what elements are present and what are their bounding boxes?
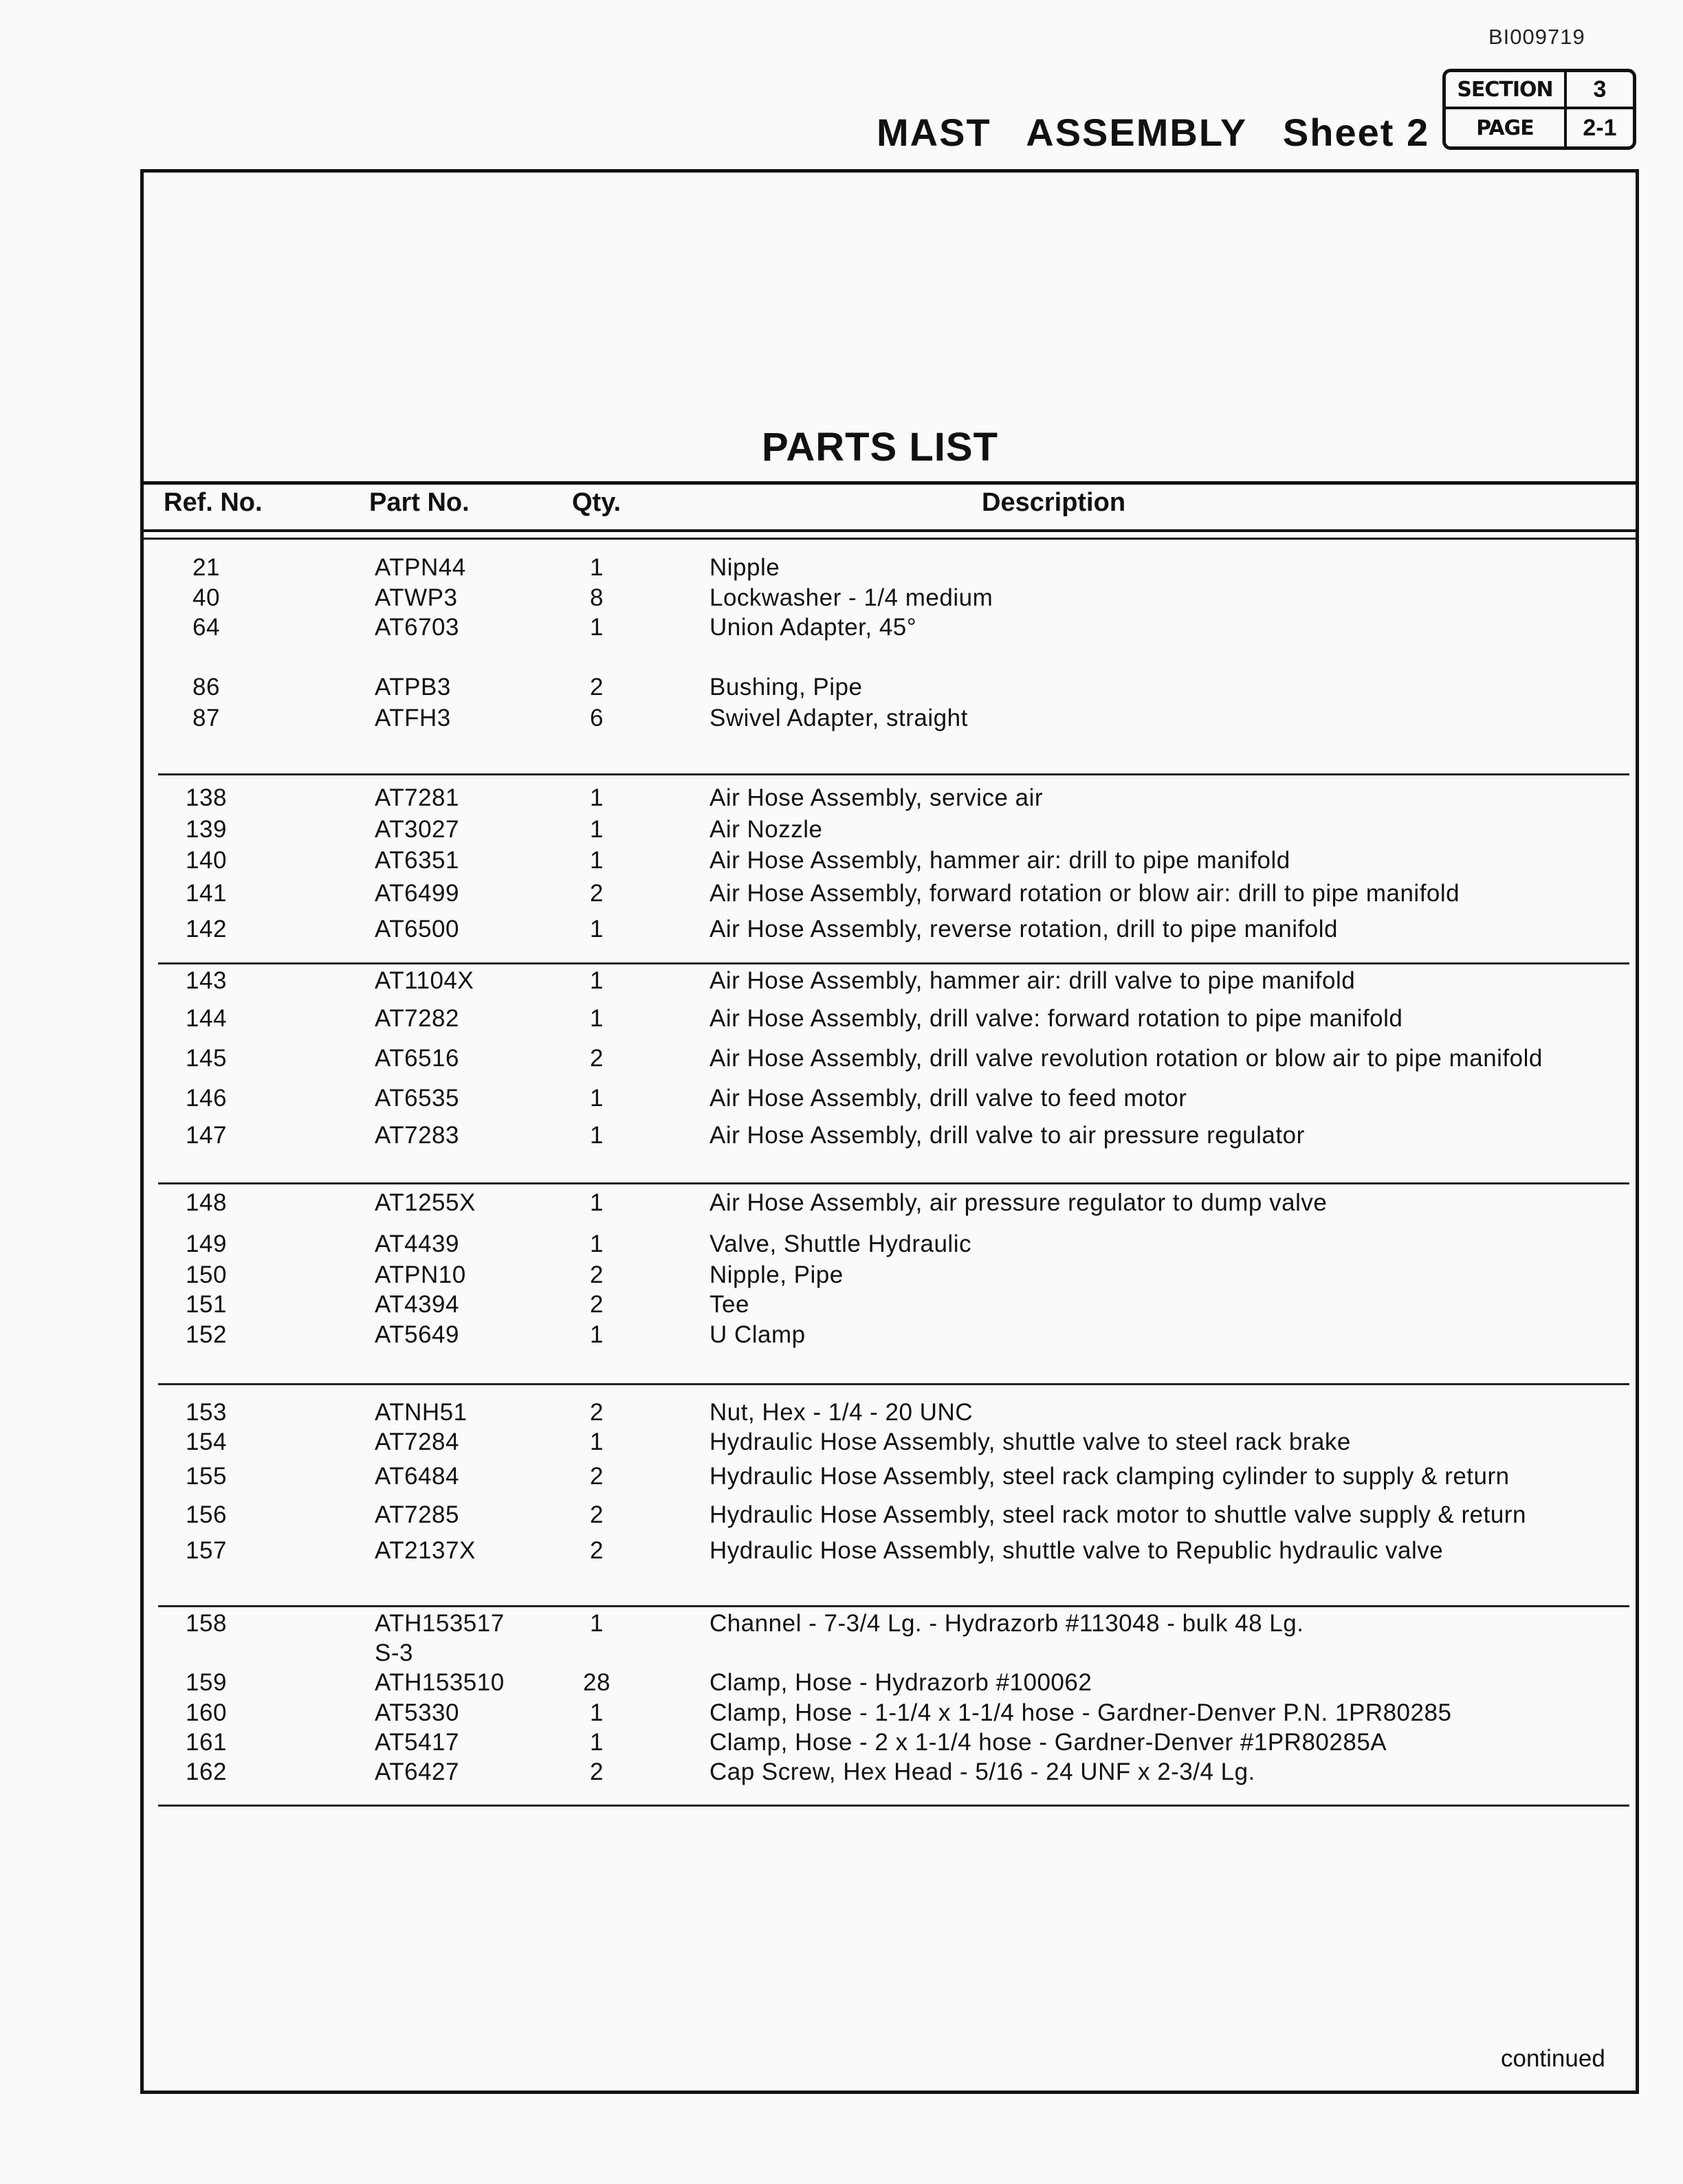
cell-qty: 2 — [590, 1291, 604, 1318]
cell-description: Cap Screw, Hex Head - 5/16 - 24 UNF x 2-3/4 Lg. — [710, 1758, 1255, 1785]
cell-description: Hydraulic Hose Assembly, shuttle valve to steel rack brake — [710, 1429, 1351, 1455]
cell-qty: 2 — [590, 1758, 604, 1785]
cell-description: Clamp, Hose - Hydrazorb #100062 — [710, 1669, 1092, 1696]
cell-description: Clamp, Hose - 1-1/4 x 1-1/4 hose - Gardner-Denver P.N. 1PR80285 — [710, 1699, 1452, 1726]
cell-ref-no: 139 — [186, 816, 227, 843]
cell-qty: 1 — [590, 1189, 604, 1216]
cell-part-no: ATPN10 — [375, 1261, 466, 1288]
cell-part-no: AT5649 — [375, 1321, 459, 1348]
cell-description: Nipple, Pipe — [710, 1261, 844, 1288]
cell-ref-no: 153 — [186, 1399, 227, 1426]
cell-qty: 2 — [590, 674, 604, 701]
cell-qty: 1 — [590, 1429, 604, 1455]
header-top-rule — [140, 481, 1639, 485]
cell-part-no: AT4439 — [375, 1231, 459, 1257]
cell-ref-no: 154 — [186, 1429, 227, 1455]
page-value: 2-1 — [1583, 114, 1617, 141]
cell-part-no: S-3 — [375, 1640, 413, 1666]
cell-part-no: ATH153517 — [375, 1610, 505, 1637]
cell-part-no: ATWP3 — [375, 584, 458, 611]
cell-ref-no: 156 — [186, 1501, 227, 1528]
group-divider — [158, 1805, 1629, 1807]
cell-part-no: ATNH51 — [375, 1399, 468, 1426]
cell-ref-no: 146 — [186, 1085, 227, 1112]
cell-ref-no: 151 — [186, 1291, 227, 1318]
cell-qty: 2 — [590, 1045, 604, 1072]
cell-part-no: AT5330 — [375, 1699, 459, 1726]
cell-ref-no: 87 — [192, 705, 220, 731]
group-divider — [158, 773, 1629, 775]
cell-part-no: AT6427 — [375, 1758, 459, 1785]
cell-part-no: AT7281 — [375, 784, 459, 811]
cell-description: Channel - 7-3/4 Lg. - Hydrazorb #113048 - bulk 48 Lg. — [710, 1610, 1304, 1637]
cell-ref-no: 160 — [186, 1699, 227, 1726]
group-divider — [158, 1182, 1629, 1184]
cell-description: Lockwasher - 1/4 medium — [710, 584, 993, 611]
cell-description: Air Hose Assembly, drill valve revolution rotation or blow air to pipe manifold — [710, 1045, 1543, 1072]
cell-description: Air Nozzle — [710, 816, 823, 843]
cell-description: Hydraulic Hose Assembly, shuttle valve to Republic hydraulic valve — [710, 1537, 1444, 1564]
cell-description: U Clamp — [710, 1321, 806, 1348]
cell-qty: 1 — [590, 1321, 604, 1348]
cell-description: Air Hose Assembly, hammer air: drill to pipe manifold — [710, 847, 1290, 874]
cell-part-no: AT3027 — [375, 816, 459, 843]
cell-description: Air Hose Assembly, reverse rotation, drill to pipe manifold — [710, 916, 1338, 942]
cell-description: Hydraulic Hose Assembly, steel rack clamping cylinder to supply & return — [710, 1463, 1510, 1490]
page-title: MAST ASSEMBLY Sheet 2 — [877, 111, 1430, 154]
cell-ref-no: 147 — [186, 1122, 227, 1149]
cell-ref-no: 157 — [186, 1537, 227, 1564]
cell-qty: 1 — [590, 847, 604, 874]
cell-ref-no: 142 — [186, 916, 227, 942]
cell-description: Air Hose Assembly, drill valve to air pressure regulator — [710, 1122, 1305, 1149]
document-id: BI009719 — [1488, 25, 1585, 49]
cell-part-no: AT6351 — [375, 847, 459, 874]
cell-description: Air Hose Assembly, drill valve to feed motor — [710, 1085, 1187, 1112]
cell-qty: 1 — [590, 1610, 604, 1637]
cell-ref-no: 145 — [186, 1045, 227, 1072]
cell-description: Air Hose Assembly, service air — [710, 784, 1044, 811]
cell-ref-no: 148 — [186, 1189, 227, 1216]
cell-qty: 1 — [590, 916, 604, 942]
cell-part-no: ATPB3 — [375, 674, 451, 701]
cell-qty: 1 — [590, 614, 604, 641]
cell-description: Swivel Adapter, straight — [710, 705, 968, 731]
cell-qty: 1 — [590, 1729, 604, 1756]
cell-ref-no: 162 — [186, 1758, 227, 1785]
cell-ref-no: 150 — [186, 1261, 227, 1288]
cell-description: Air Hose Assembly, drill valve: forward rotation to pipe manifold — [710, 1005, 1403, 1032]
cell-part-no: AT7284 — [375, 1429, 459, 1455]
cell-ref-no: 149 — [186, 1231, 227, 1257]
cell-part-no: AT2137X — [375, 1537, 476, 1564]
cell-ref-no: 141 — [186, 880, 227, 907]
cell-description: Clamp, Hose - 2 x 1-1/4 hose - Gardner-Denver #1PR80285A — [710, 1729, 1387, 1756]
section-label: SECTION — [1446, 72, 1567, 109]
section-value: 3 — [1567, 72, 1633, 109]
cell-description: Valve, Shuttle Hydraulic — [710, 1231, 971, 1257]
cell-ref-no: 140 — [186, 847, 227, 874]
cell-qty: 1 — [590, 1005, 604, 1032]
cell-ref-no: 86 — [192, 674, 220, 701]
column-header-part: Part No. — [369, 488, 470, 517]
cell-qty: 2 — [590, 1537, 604, 1564]
cell-description: Nut, Hex - 1/4 - 20 UNC — [710, 1399, 973, 1426]
header-bottom-rule — [140, 529, 1639, 532]
cell-part-no: AT7285 — [375, 1501, 459, 1528]
cell-qty: 1 — [590, 784, 604, 811]
cell-ref-no: 40 — [192, 584, 220, 611]
cell-ref-no: 155 — [186, 1463, 227, 1490]
parts-list-title: PARTS LIST — [761, 425, 999, 470]
cell-part-no: AT7282 — [375, 1005, 459, 1032]
cell-part-no: ATPN44 — [375, 554, 466, 581]
cell-ref-no: 144 — [186, 1005, 227, 1032]
cell-qty: 1 — [590, 1122, 604, 1149]
cell-description: Air Hose Assembly, forward rotation or blow air: drill to pipe manifold — [710, 880, 1460, 907]
cell-description: Bushing, Pipe — [710, 674, 863, 701]
cell-ref-no: 161 — [186, 1729, 227, 1756]
cell-qty: 6 — [590, 705, 604, 731]
cell-qty: 2 — [590, 1399, 604, 1426]
cell-ref-no: 138 — [186, 784, 227, 811]
group-divider — [158, 1383, 1629, 1385]
cell-qty: 2 — [590, 1501, 604, 1528]
cell-description: Hydraulic Hose Assembly, steel rack motor to shuttle valve supply & return — [710, 1501, 1526, 1528]
cell-ref-no: 158 — [186, 1610, 227, 1637]
cell-qty: 1 — [590, 816, 604, 843]
cell-part-no: AT5417 — [375, 1729, 459, 1756]
cell-ref-no: 159 — [186, 1669, 227, 1696]
cell-part-no: AT7283 — [375, 1122, 459, 1149]
column-header-description: Description — [982, 488, 1126, 517]
cell-qty: 2 — [590, 880, 604, 907]
cell-qty: 2 — [590, 1463, 604, 1490]
cell-part-no: AT6516 — [375, 1045, 459, 1072]
cell-part-no: AT6703 — [375, 614, 459, 641]
cell-description: Union Adapter, 45° — [710, 614, 917, 641]
cell-qty: 1 — [590, 967, 604, 994]
cell-description: Tee — [710, 1291, 749, 1318]
continued-label: continued — [1501, 2045, 1605, 2072]
page-label: PAGE — [1446, 109, 1567, 146]
cell-description: Air Hose Assembly, air pressure regulator to dump valve — [710, 1189, 1328, 1216]
cell-qty: 2 — [590, 1261, 604, 1288]
cell-ref-no: 143 — [186, 967, 227, 994]
cell-qty: 1 — [590, 1231, 604, 1257]
cell-qty: 1 — [590, 554, 604, 581]
cell-ref-no: 152 — [186, 1321, 227, 1348]
cell-part-no: AT1255X — [375, 1189, 476, 1216]
cell-part-no: AT6500 — [375, 916, 459, 942]
cell-part-no: AT6499 — [375, 880, 459, 907]
group-divider — [158, 1605, 1629, 1607]
cell-part-no: AT4394 — [375, 1291, 459, 1318]
cell-qty: 1 — [590, 1699, 604, 1726]
cell-description: Air Hose Assembly, hammer air: drill valve to pipe manifold — [710, 967, 1356, 994]
column-header-ref: Ref. No. — [164, 488, 263, 517]
cell-ref-no: 21 — [192, 554, 220, 581]
cell-ref-no: 64 — [192, 614, 220, 641]
cell-qty: 8 — [590, 584, 604, 611]
column-header-qty: Qty. — [572, 488, 622, 517]
cell-part-no: ATH153510 — [375, 1669, 505, 1696]
cell-part-no: AT6535 — [375, 1085, 459, 1112]
section-page-box — [1442, 69, 1636, 150]
cell-part-no: AT1104X — [375, 967, 474, 994]
cell-part-no: AT6484 — [375, 1463, 459, 1490]
cell-description: Nipple — [710, 554, 780, 581]
header-bottom-rule-double — [140, 538, 1639, 540]
group-divider — [158, 962, 1629, 964]
cell-part-no: ATFH3 — [375, 705, 451, 731]
cell-qty: 1 — [590, 1085, 604, 1112]
cell-qty: 28 — [583, 1669, 610, 1696]
